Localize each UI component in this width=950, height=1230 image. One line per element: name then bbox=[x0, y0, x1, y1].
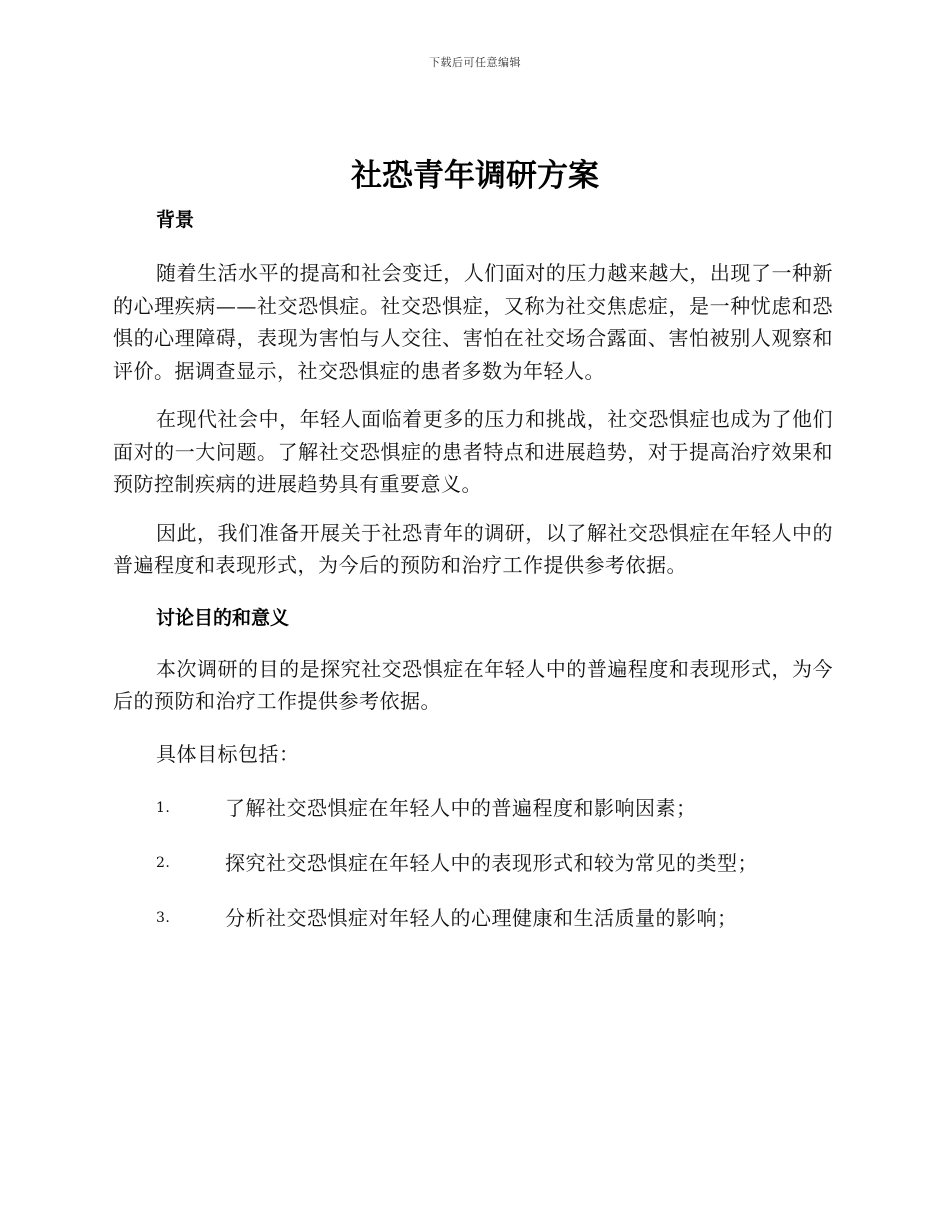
goal-text: 分析社交恐惧症对年轻人的心理健康和生活质量的影响； bbox=[225, 906, 738, 930]
background-paragraph-3: 因此，我们准备开展关于社恐青年的调研，以了解社交恐惧症在年轻人中的普遍程度和表现形式，为今后的预防和治疗工作提供参考依据。 bbox=[113, 520, 833, 577]
goal-list-item bbox=[113, 847, 833, 879]
background-paragraph-1: 随着生活水平的提高和社会变迁，人们面对的压力越来越大，出现了一种新的心理疾病——社交恐惧症。社交恐惧症，又称为社交焦虑症，是一种忧虑和恐惧的心理障碍，表现为害怕与人交往、害怕在社交场合露面、害怕被别人观察和评价。据调查显示，社交恐惧症的患者多数为年轻人。 bbox=[113, 261, 833, 383]
goal-number: 2. bbox=[156, 855, 171, 871]
section-heading-purpose: 讨论目的和意义 bbox=[156, 606, 290, 629]
header-note: 下载后可任意编辑 bbox=[429, 56, 521, 69]
background-paragraph-2: 在现代社会中，年轻人面临着更多的压力和挑战，社交恐惧症也成为了他们面对的一大问题。了解社交恐惧症的患者特点和进展趋势，对于提高治疗效果和预防控制疾病的进展趋势具有重要意义。 bbox=[113, 407, 833, 496]
goal-number: 3. bbox=[156, 910, 171, 926]
goal-list-item bbox=[113, 792, 833, 824]
goal-list-item bbox=[113, 902, 833, 934]
document-body bbox=[113, 200, 833, 934]
section-heading-background: 背景 bbox=[156, 209, 195, 231]
document-title: 社恐青年调研方案 bbox=[351, 158, 599, 194]
goal-text: 了解社交恐惧症在年轻人中的普遍程度和影响因素； bbox=[225, 796, 697, 820]
purpose-paragraph-1: 本次调研的目的是探究社交恐惧症在年轻人中的普遍程度和表现形式，为今后的预防和治疗工作提供参考依据。 bbox=[113, 656, 833, 713]
goals-intro: 具体目标包括： bbox=[156, 741, 300, 766]
goal-number: 1. bbox=[156, 800, 171, 816]
goal-text: 探究社交恐惧症在年轻人中的表现形式和较为常见的类型； bbox=[225, 851, 758, 875]
